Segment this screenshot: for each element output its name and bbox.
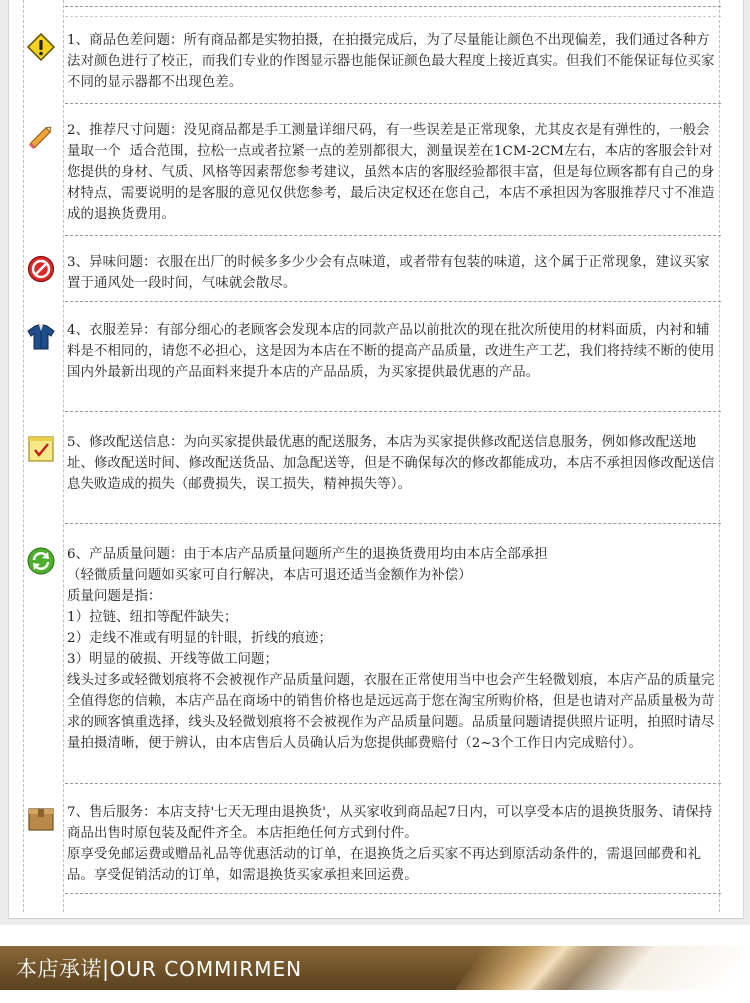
divider [65, 6, 721, 7]
banner-divider: | [102, 957, 110, 981]
divider [65, 783, 721, 784]
policy-text: 1、商品色差问题：所有商品都是实物拍摄，在拍摄完成后，为了尽量能让颜色不出现偏差，我们通过各种方法对颜色进行了校正，而我们专业的作图显示器也能保证颜色最大程度上接近真实。但我们不能保证每位买家不同的显示器都不出现色差。 [67, 33, 715, 90]
policy-item-odor [9, 248, 743, 302]
no-entry-icon [26, 254, 56, 284]
divider [65, 411, 721, 412]
divider [65, 235, 721, 236]
banner-title-cn: 本店承诺 [16, 957, 102, 981]
divider [65, 103, 721, 104]
policy-panel [8, 0, 744, 919]
policy-item-color [9, 26, 743, 104]
policy-item-after-sales [9, 798, 743, 894]
divider [65, 301, 721, 302]
warning-icon [26, 32, 56, 62]
policy-item-size [9, 116, 743, 236]
package-box-icon [26, 804, 56, 834]
ruler-pencil-icon [26, 122, 56, 152]
policy-text: 4、衣服差异：有部分细心的老顾客会发现本店的同款产品以前批次的现在批次所使用的材料面质，内衬和辅料是不相同的，请您不必担心，这是因为本店在不断的提高产品质量，改进生产工艺，我们将持续不断的使用国内外最新出现的产品面料来提升本店的产品品质，为买家提供最优惠的产品。 [67, 323, 715, 380]
policy-item-quality [9, 540, 743, 784]
banner-title-en: OUR COMMIRMEN [109, 957, 303, 981]
policy-text: 6、产品质量问题：由于本店产品质量问题所产生的退换货费用均由本店全部承担 （轻微质量问题如买家可自行解决，本店可退还适当金额作为补偿） 质量问题是指： 1）拉链、纽扣等配件缺失； 2）走线不准或有明显的针眼，折线的痕迹； 3）明显的破损、开线等做工问题； 线头过多或轻微划痕将不会被视作产品质量问题，衣服在正常使用当中也会产生轻微划痕，本店产品的质量完全值得您的信赖，本店产品在商场中的销售价格也是远远高于您在淘宝所购价格，但是也请对产品质量极为苛求的顾客慎重选择，线头及轻微划痕将不会被视作为产品质量问题。品质量问题请提供照片证明，拍照时请尽量拍摄清晰，便于辨认，由本店售后人员确认后为您提供邮费赔付（2~3个工作日内完成赔付）。 [67, 547, 715, 751]
policy-item-delivery [9, 428, 743, 524]
divider [65, 893, 721, 894]
divider [65, 16, 721, 17]
policy-text: 3、异味问题：衣服在出厂的时候多多少少会有点味道，或者带有包装的味道，这个属于正常现象，建议买家置于通风处一段时间，气味就会散尽。 [67, 255, 710, 291]
shirt-icon [26, 322, 56, 352]
policy-text: 5、修改配送信息：为向买家提供最优惠的配送服务，本店为买家提供修改配送信息服务，例如修改配送地址、修改配送时间、修改配送货品、加急配送等，但是不确保每次的修改都能成功，本店不承担因修改配送信息失败造成的损失（邮费损失，误工损失，精神损失等）。 [67, 435, 715, 492]
checklist-icon [26, 434, 56, 464]
banner-title [16, 953, 302, 983]
divider [65, 523, 721, 524]
refresh-icon [26, 546, 56, 576]
policy-text: 2、推荐尺寸问题：没见商品都是手工测量详细尺码，有一些误差是正常现象，尤其皮衣是有弹性的，一般会量取一个 适合范围，拉松一点或者拉紧一点的差别都很大，测量误差在1CM-2CM左右，本店的客服会针对您提供的身材、气质、风格等因素帮您参考建议，虽然本店的客服经验都很丰富，但是每位顾客都有自己的身材特点，需要说明的是客服的意见仅供您参考，最后决定权还在您自己，本店不承担因为客服推荐尺寸不准造成的退换货费用。 [67, 123, 715, 222]
banner-decoration [545, 946, 750, 990]
commitment-banner [0, 938, 750, 1003]
policy-text: 7、售后服务：本店支持'七天无理由退换货'，从买家收到商品起7日内，可以享受本店的退换货服务、请保持商品出售时原包装及配件齐全。本店拒绝任何方式到付件。 原享受免邮运费或赠品礼品等优惠活动的订单，在退换货之后买家不再达到原活动条件的，需退回邮费和礼品。享受促销活动的订单，如需退换货买家承担来回运费。 [67, 805, 713, 883]
policy-item-difference [9, 316, 743, 412]
